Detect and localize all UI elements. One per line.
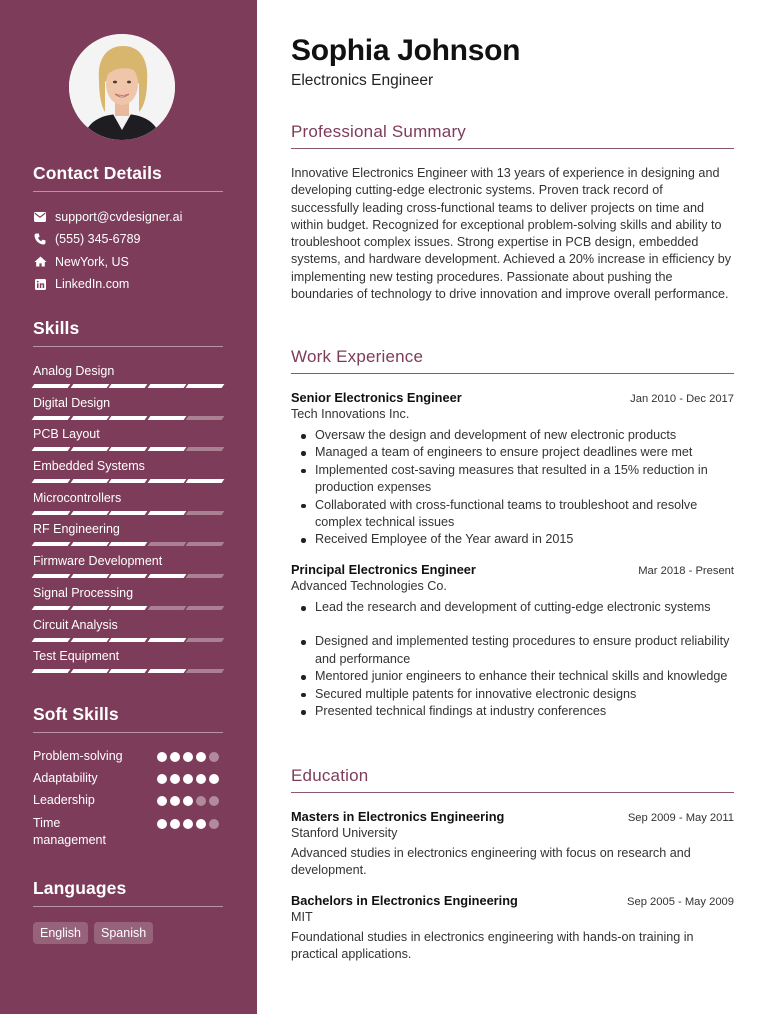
skills-section: [33, 318, 223, 681]
soft-skill-rating: [157, 770, 223, 792]
skill-name: Circuit Analysis: [33, 617, 118, 632]
job-bullet: Managed a team of engineers to ensure project deadlines were met: [291, 444, 734, 461]
skill-level-bar: [33, 416, 223, 420]
skill-level-segment: [147, 574, 185, 578]
skill-name: Analog Design: [33, 364, 115, 378]
job-bullet: Secured multiple patents for innovative electronic designs: [291, 686, 734, 703]
linkedin-icon: [33, 278, 47, 290]
skill-level-segment: [147, 606, 185, 610]
skill-level-segment: [32, 542, 70, 546]
contact-section: [33, 163, 223, 295]
skill-level-segment: [70, 447, 108, 451]
job-bullet: Received Employee of the Year award in 2015: [291, 531, 734, 548]
rating-dot: [170, 819, 180, 829]
contact-linkedin[interactable]: [33, 273, 223, 295]
skill-item: [33, 459, 223, 491]
skill-name: PCB Layout: [33, 427, 100, 442]
rating-dot: [183, 774, 193, 784]
languages-section: [33, 878, 223, 944]
skill-level-segment: [109, 638, 147, 642]
skill-level-bar: [33, 669, 223, 673]
rating-dot: [183, 819, 193, 829]
candidate-name: Sophia Johnson: [291, 34, 521, 67]
contact-heading: Contact Details: [33, 163, 223, 192]
skill-level-segment: [32, 606, 70, 610]
degree-description: Foundational studies in electronics engineering with hands-on training in practical applications.: [291, 930, 694, 962]
skill-level-segment: [70, 606, 108, 610]
language-tag: English: [33, 922, 88, 944]
summary-heading: Professional Summary: [291, 122, 734, 149]
job-bullet: Collaborated with cross-functional teams to troubleshoot and resolve complex technical issues: [291, 497, 734, 532]
sidebar: [0, 0, 257, 1014]
skill-level-segment: [109, 542, 147, 546]
skill-level-segment: [186, 511, 224, 515]
school-name: Stanford University: [291, 826, 398, 840]
skill-level-segment: [109, 511, 147, 515]
rating-dot: [157, 819, 167, 829]
candidate-title: Electronics Engineer: [291, 72, 434, 89]
soft-skill-name: Adaptability: [33, 771, 98, 786]
skill-name: Digital Design: [33, 395, 111, 410]
rating-dot: [157, 752, 167, 762]
job-bullet: Mentored junior engineers to enhance their technical skills and knowledge: [291, 668, 734, 685]
skill-level-bar: [33, 542, 223, 546]
skill-level-segment: [70, 479, 108, 483]
skill-item: [33, 427, 223, 459]
rating-dot: [170, 752, 180, 762]
contact-email-text: support@cvdesigner.ai: [55, 210, 183, 225]
rating-dot: [209, 774, 219, 784]
soft-skill-rating: [157, 748, 223, 770]
education-entry: [291, 809, 734, 880]
job-bullet: Oversaw the design and development of new electronic products: [291, 427, 734, 444]
rating-dot: [196, 796, 206, 806]
soft-skill-name: Time management: [33, 815, 106, 847]
skill-level-segment: [109, 384, 147, 388]
job-date: Mar 2018 - Present: [638, 565, 734, 577]
phone-icon: [33, 233, 47, 245]
soft-skills-section: [33, 704, 223, 851]
skill-level-bar: [33, 384, 223, 388]
soft-skill-rating: [157, 792, 223, 814]
soft-skill-item: [33, 792, 223, 814]
contact-location: [33, 251, 223, 273]
skill-name: Embedded Systems: [33, 459, 145, 474]
rating-dot: [196, 774, 206, 784]
skill-level-segment: [147, 479, 185, 483]
profile-photo: [69, 34, 175, 140]
rating-dot: [196, 819, 206, 829]
skill-level-segment: [109, 447, 147, 451]
rating-dot: [209, 819, 219, 829]
rating-dot: [209, 752, 219, 762]
skill-name: Microcontrollers: [33, 490, 122, 505]
contact-location-text: NewYork, US: [55, 254, 129, 269]
skill-level-segment: [32, 479, 70, 483]
skill-level-segment: [147, 447, 185, 451]
job-title: Principal Electronics Engineer: [291, 562, 476, 577]
skill-level-segment: [70, 416, 108, 420]
skill-level-segment: [70, 638, 108, 642]
rating-dot: [157, 774, 167, 784]
skill-item: [33, 554, 223, 586]
home-icon: [33, 256, 47, 268]
rating-dot: [183, 796, 193, 806]
skill-level-segment: [32, 669, 70, 673]
skill-item: [33, 396, 223, 428]
skill-level-segment: [32, 384, 70, 388]
soft-skill-name: Problem-solving: [33, 749, 123, 763]
skill-item: [33, 618, 223, 650]
skill-level-segment: [186, 447, 224, 451]
skill-level-segment: [32, 447, 70, 451]
skill-level-segment: [32, 638, 70, 642]
skill-level-bar: [33, 606, 223, 610]
skill-level-segment: [32, 416, 70, 420]
envelope-icon: [33, 211, 47, 223]
skill-name: Test Equipment: [33, 649, 120, 664]
skill-name: RF Engineering: [33, 522, 120, 537]
degree-title: Bachelors in Electronics Engineering: [291, 893, 518, 908]
rating-dot: [170, 774, 180, 784]
school-name: MIT: [291, 910, 313, 924]
skills-heading: Skills: [33, 318, 223, 347]
skill-level-bar: [33, 511, 223, 515]
degree-date: Sep 2005 - May 2009: [627, 896, 734, 908]
skill-level-segment: [109, 606, 147, 610]
skill-item: [33, 586, 223, 618]
skill-level-segment: [186, 606, 224, 610]
skill-item: [33, 649, 223, 681]
degree-title: Masters in Electronics Engineering: [291, 809, 505, 824]
skill-level-segment: [147, 542, 185, 546]
skill-level-segment: [147, 384, 185, 388]
skill-level-segment: [32, 511, 70, 515]
skill-level-segment: [147, 511, 185, 515]
skill-level-segment: [70, 511, 108, 515]
skill-level-segment: [186, 416, 224, 420]
skill-level-segment: [32, 574, 70, 578]
skill-level-segment: [147, 669, 185, 673]
job-company: Advanced Technologies Co.: [291, 579, 447, 593]
rating-dot: [209, 796, 219, 806]
skill-level-segment: [186, 669, 224, 673]
skill-item: [33, 364, 223, 396]
skill-level-bar: [33, 638, 223, 642]
experience-heading: Work Experience: [291, 347, 734, 374]
skill-level-segment: [147, 638, 185, 642]
rating-dot: [196, 752, 206, 762]
degree-description: Advanced studies in electronics engineering with focus on research and development.: [291, 846, 691, 878]
skill-level-segment: [70, 669, 108, 673]
skill-level-segment: [186, 542, 224, 546]
skill-level-segment: [109, 479, 147, 483]
education-entry: [291, 893, 734, 964]
soft-skills-heading: Soft Skills: [33, 704, 223, 733]
job-bullet: Lead the research and development of cutting-edge electronic systems: [291, 599, 734, 616]
contact-linkedin-text: LinkedIn.com: [55, 277, 130, 292]
skill-item: [33, 522, 223, 554]
rating-dot: [170, 796, 180, 806]
job-company: Tech Innovations Inc.: [291, 407, 410, 421]
rating-dot: [183, 752, 193, 762]
education-heading: Education: [291, 766, 734, 793]
skill-level-segment: [109, 574, 147, 578]
contact-email[interactable]: [33, 206, 223, 228]
skill-level-bar: [33, 479, 223, 483]
job-bullet: Presented technical findings at industry conferences: [291, 703, 734, 720]
skill-level-bar: [33, 447, 223, 451]
skill-name: Firmware Development: [33, 554, 163, 569]
job-title: Senior Electronics Engineer: [291, 390, 462, 405]
job-entry: [291, 390, 734, 549]
skill-level-segment: [109, 669, 147, 673]
summary-text: Innovative Electronics Engineer with 13 years of experience in designing and developing cutting-edge electronic systems. Proven track record of successfully leading cross-functional teams to deliver projects on time and within budget. Recognized for exceptional problem-solving skills and ability to troubleshoot complex issues. Strong expertise in PCB design, embedded systems, and hardware development. Achieved a 20% increase in efficiency by implementing new testing procedures. Passionate about pushing the boundaries of technology to drive innovation and improve overall performance.: [291, 166, 732, 302]
skill-level-segment: [70, 574, 108, 578]
skill-item: [33, 491, 223, 523]
job-entry: [291, 562, 734, 720]
job-bullet: Designed and implemented testing procedures to ensure product reliability and performance: [291, 633, 734, 668]
soft-skill-rating: [157, 815, 223, 851]
skill-level-bar: [33, 574, 223, 578]
skill-level-segment: [147, 416, 185, 420]
skill-level-segment: [186, 638, 224, 642]
skill-level-segment: [186, 479, 224, 483]
skill-level-segment: [70, 384, 108, 388]
languages-heading: Languages: [33, 878, 223, 907]
job-bullet: Implemented cost-saving measures that resulted in a 15% reduction in production expenses: [291, 462, 734, 497]
rating-dot: [157, 796, 167, 806]
skill-level-segment: [70, 542, 108, 546]
soft-skill-item: [33, 770, 223, 792]
skill-name: Signal Processing: [33, 585, 134, 600]
skill-level-segment: [186, 574, 224, 578]
language-tag: Spanish: [94, 922, 153, 944]
soft-skill-name: Leadership: [33, 793, 95, 808]
skill-level-segment: [109, 416, 147, 420]
soft-skill-item: [33, 815, 223, 851]
soft-skill-item: [33, 748, 223, 770]
contact-phone[interactable]: [33, 228, 223, 250]
contact-phone-text: (555) 345-6789: [55, 232, 141, 247]
degree-date: Sep 2009 - May 2011: [627, 812, 734, 824]
job-date: Jan 2010 - Dec 2017: [630, 393, 734, 405]
skill-level-segment: [186, 384, 224, 388]
